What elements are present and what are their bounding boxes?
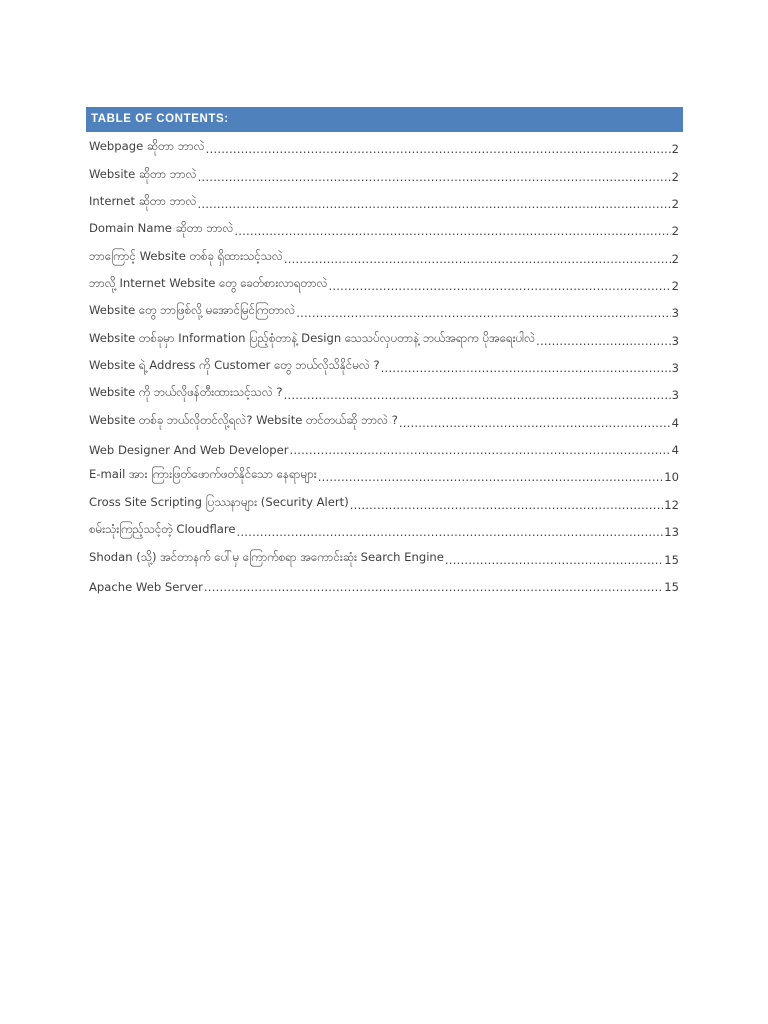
toc-entry-page: 13 xyxy=(664,525,679,540)
toc-entry[interactable] xyxy=(86,435,683,462)
toc-dot-leader xyxy=(445,553,663,572)
toc-entry-title: Apache Web Server xyxy=(89,579,203,594)
toc-dot-leader xyxy=(318,470,664,489)
toc-entry[interactable] xyxy=(86,271,683,298)
toc-entry-page: 2 xyxy=(671,197,679,212)
toc-entry-title: ဘာလို့ Internet Website တွေ ခေတ်စားလာရတာလဲ xyxy=(89,276,328,291)
toc-entry-title: ဘာကြောင့် Website တစ်ခု ရှိထားသင့်သလဲ xyxy=(89,248,283,263)
toc-entry[interactable] xyxy=(86,325,683,352)
toc-entry-page: 2 xyxy=(671,169,679,184)
toc-list xyxy=(86,134,683,599)
toc-entry-page: 4 xyxy=(671,443,679,458)
toc-dot-leader xyxy=(290,443,671,462)
toc-entry[interactable] xyxy=(86,462,683,489)
toc-dot-leader xyxy=(206,142,671,161)
toc-entry-title: Website တစ်ခု ဘယ်လိုတင်လို့ရလဲ? Website တင်တယ်ဆို ဘာလဲ ? xyxy=(89,412,398,427)
toc-heading: TABLE OF CONTENTS: xyxy=(86,107,683,132)
toc-entry-title: Web Designer And Web Developer xyxy=(89,443,289,458)
toc-entry-title: E-mail အား ကြားဖြတ်ဖောက်ဖတ်နိုင်သော နေရာများ xyxy=(89,467,317,482)
toc-entry-page: 2 xyxy=(671,251,679,266)
toc-dot-leader xyxy=(536,334,671,353)
toc-entry-title: Website တစ်ခုမှာ Information ပြည့်စုံတာနဲ့ Design သေသပ်လှပတာနဲ့ ဘယ်အရာက ပိုအရေးပါလဲ xyxy=(89,330,536,345)
toc-dot-leader xyxy=(350,498,663,517)
toc-entry[interactable] xyxy=(86,572,683,599)
toc-entry-page: 3 xyxy=(671,306,679,321)
toc-entry-title: စမ်းသုံးကြည့်သင့်တဲ့ Cloudflare xyxy=(89,522,236,537)
toc-dot-leader xyxy=(328,279,670,298)
toc-dot-leader xyxy=(198,170,671,189)
toc-entry-page: 2 xyxy=(671,224,679,239)
toc-dot-leader xyxy=(204,580,663,599)
toc-entry[interactable] xyxy=(86,544,683,571)
toc-entry-title: Website ကို ဘယ်လိုဖန်တီးထားသင့်သလဲ ? xyxy=(89,385,283,400)
toc-entry[interactable] xyxy=(86,380,683,407)
toc-entry-title: Shodan (သို့) အင်တာနက် ပေါ်မှ ကြောက်စရာ အကောင်းဆုံး Search Engine xyxy=(89,549,444,564)
toc-entry-page: 10 xyxy=(664,470,679,485)
toc-entry-title: Domain Name ဆိုတာ ဘာလဲ xyxy=(89,221,234,236)
toc-entry-page: 3 xyxy=(671,361,679,376)
toc-entry-page: 12 xyxy=(664,497,679,512)
toc-entry-page: 2 xyxy=(671,142,679,157)
toc-entry-page: 3 xyxy=(671,388,679,403)
toc-entry[interactable] xyxy=(86,243,683,270)
toc-dot-leader xyxy=(381,361,671,380)
toc-entry[interactable] xyxy=(86,134,683,161)
toc-entry-page: 2 xyxy=(671,279,679,294)
toc-entry-title: Website ရဲ့ Address ကို Customer တွေ ဘယ်လိုသိနိုင်မလဲ ? xyxy=(89,358,380,373)
toc-entry[interactable] xyxy=(86,189,683,216)
toc-entry[interactable] xyxy=(86,353,683,380)
toc-entry-page: 4 xyxy=(671,415,679,430)
toc-entry-page: 15 xyxy=(664,552,679,567)
toc-entry[interactable] xyxy=(86,407,683,434)
toc-dot-leader xyxy=(399,416,671,435)
toc-entry-page: 3 xyxy=(671,333,679,348)
toc-dot-leader xyxy=(296,306,670,325)
toc-dot-leader xyxy=(234,224,670,243)
toc-entry-title: Webpage ဆိုတာ ဘာလဲ xyxy=(89,139,205,154)
toc-dot-leader xyxy=(197,197,670,216)
toc-entry[interactable] xyxy=(86,216,683,243)
toc-dot-leader xyxy=(284,252,671,271)
toc-entry[interactable] xyxy=(86,298,683,325)
toc-dot-leader xyxy=(284,388,671,407)
toc-entry[interactable] xyxy=(86,517,683,544)
toc-entry-title: Internet ဆိုတာ ဘာလဲ xyxy=(89,194,197,209)
toc-entry-page: 15 xyxy=(664,579,679,594)
toc-entry-title: Cross Site Scripting ပြဿနာများ (Security Alert) xyxy=(89,494,349,509)
table-of-contents xyxy=(86,107,683,599)
toc-dot-leader xyxy=(237,525,664,544)
toc-entry-title: Website ဆိုတာ ဘာလဲ xyxy=(89,166,197,181)
toc-entry[interactable] xyxy=(86,489,683,516)
toc-entry[interactable] xyxy=(86,161,683,188)
toc-entry-title: Website တွေ ဘာဖြစ်လို့ မအောင်မြင်ကြတာလဲ xyxy=(89,303,296,318)
